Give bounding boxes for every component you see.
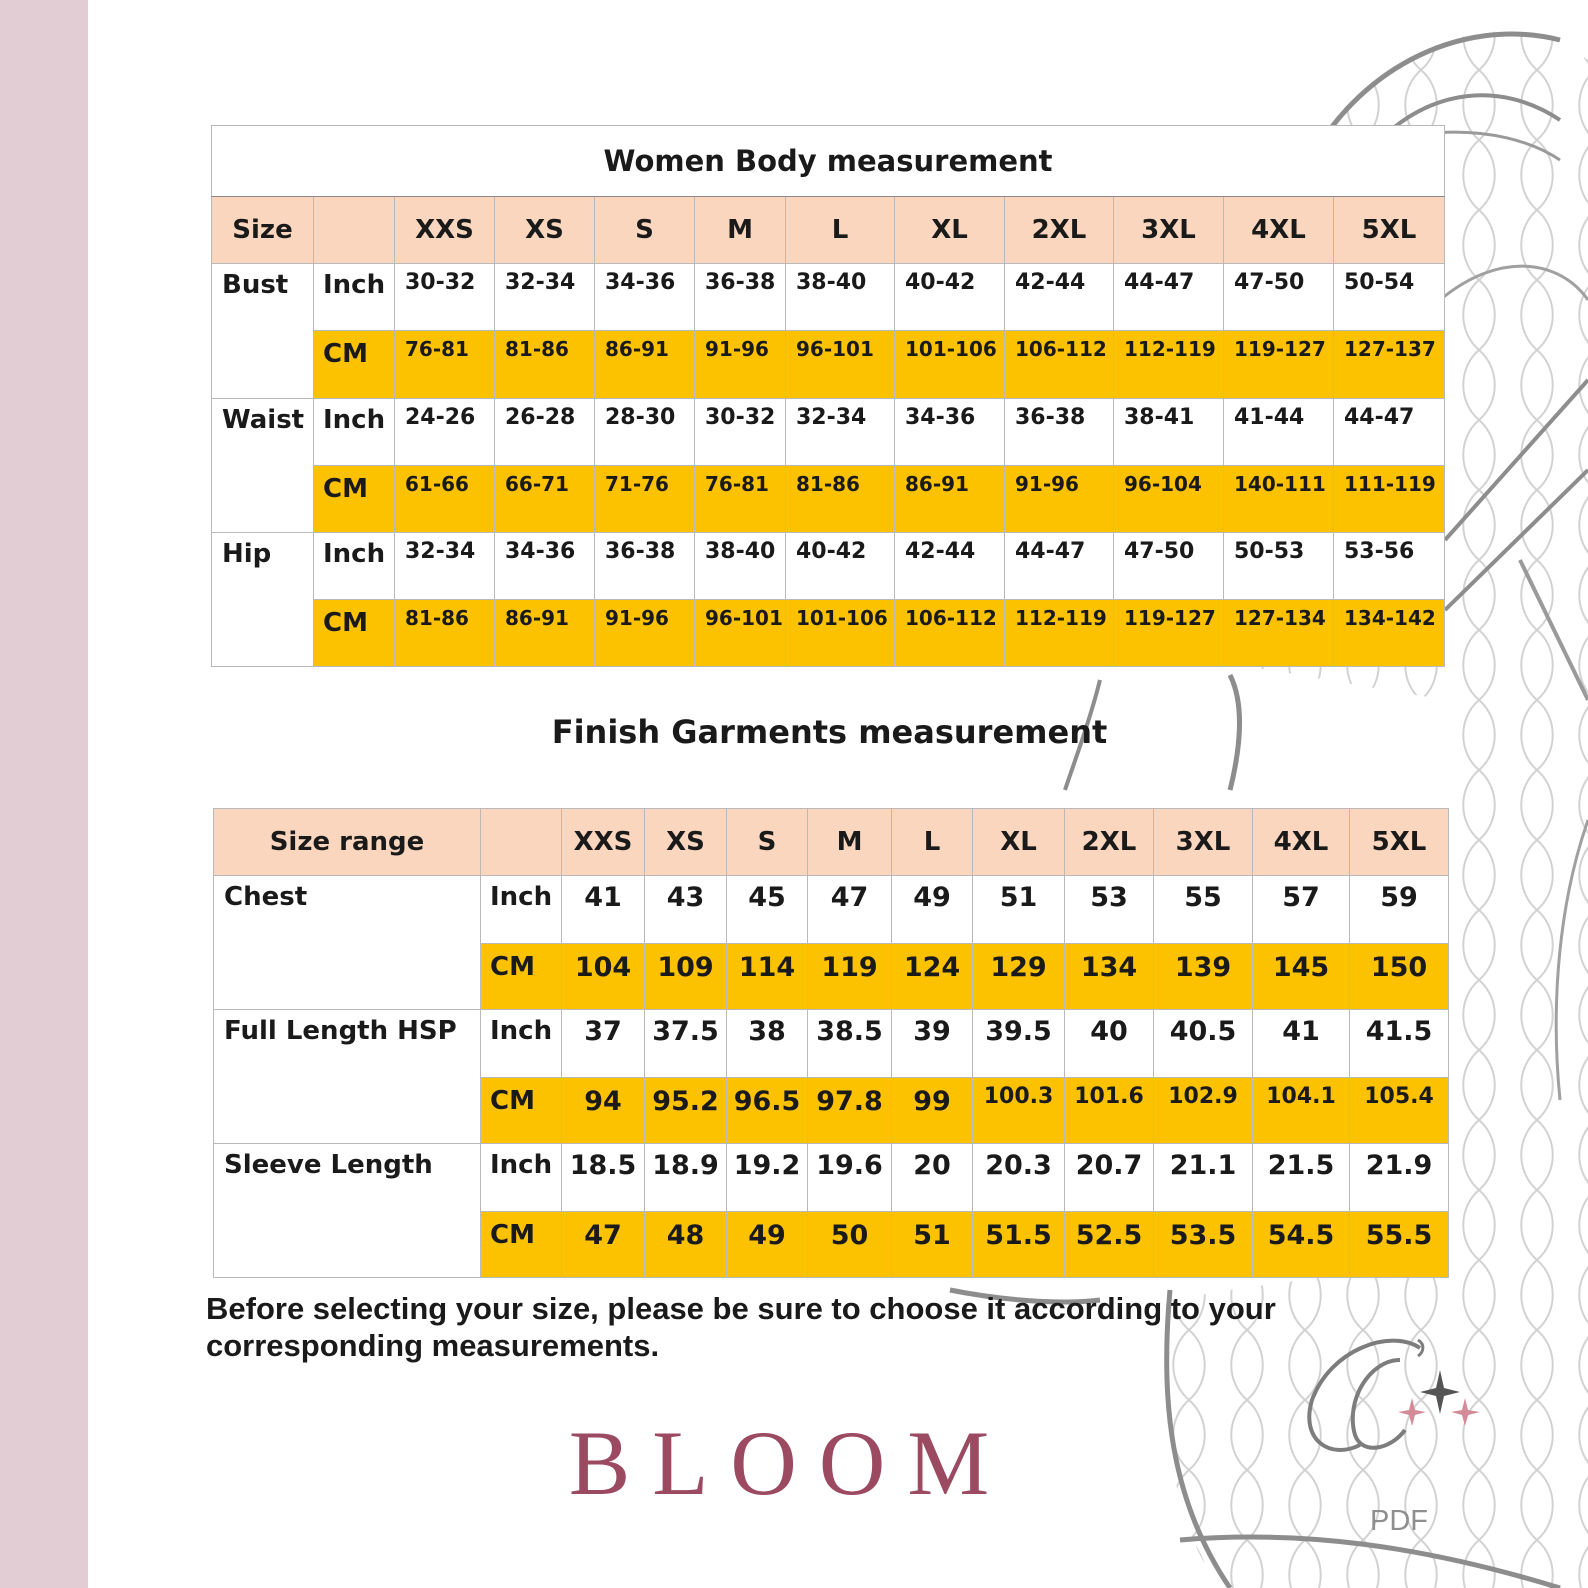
inch-value-cell: 38-41 <box>1114 398 1224 465</box>
inch-value-cell: 40 <box>1065 1010 1154 1077</box>
inch-value-cell: 24-26 <box>395 398 495 465</box>
inch-value-cell: 38.5 <box>808 1010 892 1077</box>
cm-value-cell: 50 <box>808 1211 892 1277</box>
unit-label: Inch <box>481 1144 562 1211</box>
measure-label: Chest <box>214 876 481 1010</box>
inch-value-cell: 21.5 <box>1253 1144 1350 1211</box>
inch-value-cell: 34-36 <box>495 532 595 599</box>
table-row <box>212 398 1445 465</box>
cm-value-cell: 81-86 <box>395 599 495 666</box>
inch-value-cell: 40-42 <box>895 264 1005 331</box>
cm-value-cell: 150 <box>1350 943 1449 1009</box>
cm-value-cell: 109 <box>645 943 727 1009</box>
header-cell: M <box>695 197 786 264</box>
cm-value-cell: 105.4 <box>1350 1077 1449 1143</box>
cm-value-cell: 91-96 <box>1005 465 1114 532</box>
cm-value-cell: 145 <box>1253 943 1350 1009</box>
inch-value-cell: 37.5 <box>645 1010 727 1077</box>
inch-value-cell: 39 <box>892 1010 973 1077</box>
cm-value-cell: 81-86 <box>786 465 895 532</box>
cm-value-cell: 76-81 <box>695 465 786 532</box>
body-table-title: Women Body measurement <box>212 126 1445 197</box>
monogram-c-sparkle-icon <box>1300 1330 1500 1490</box>
table-row <box>214 1144 1449 1211</box>
inch-value-cell: 47-50 <box>1224 264 1334 331</box>
inch-value-cell: 20 <box>892 1144 973 1211</box>
table-row <box>212 264 1445 331</box>
cm-value-cell: 139 <box>1154 943 1253 1009</box>
header-cell: S <box>727 809 808 876</box>
pdf-label: PDF <box>1370 1505 1428 1537</box>
inch-value-cell: 41.5 <box>1350 1010 1449 1077</box>
table-row <box>212 465 1445 532</box>
header-cell: 4XL <box>1224 197 1334 264</box>
header-cell: 4XL <box>1253 809 1350 876</box>
header-cell: L <box>892 809 973 876</box>
inch-value-cell: 47-50 <box>1114 532 1224 599</box>
measure-label: Full Length HSP <box>214 1010 481 1144</box>
cm-value-cell: 91-96 <box>695 331 786 398</box>
table-row <box>214 876 1449 943</box>
header-cell: M <box>808 809 892 876</box>
header-cell: 2XL <box>1005 197 1114 264</box>
inch-value-cell: 40.5 <box>1154 1010 1253 1077</box>
garment-measurement-table-wrap <box>213 808 1448 1278</box>
inch-value-cell: 20.7 <box>1065 1144 1154 1211</box>
inch-value-cell: 50-53 <box>1224 532 1334 599</box>
unit-label: Inch <box>314 398 395 465</box>
unit-label: Inch <box>314 532 395 599</box>
header-cell: XS <box>495 197 595 264</box>
header-cell: 3XL <box>1154 809 1253 876</box>
unit-label: CM <box>314 465 395 532</box>
cm-value-cell: 104.1 <box>1253 1077 1350 1143</box>
inch-value-cell: 59 <box>1350 876 1449 943</box>
size-selection-note: Before selecting your size, please be sure to choose it according to your corresponding measurements. <box>206 1291 1276 1363</box>
garment-table-header-row <box>214 809 1449 876</box>
cm-value-cell: 100.3 <box>973 1077 1065 1143</box>
header-cell: XS <box>645 809 727 876</box>
cm-value-cell: 112-119 <box>1005 599 1114 666</box>
inch-value-cell: 53-56 <box>1334 532 1445 599</box>
cm-value-cell: 52.5 <box>1065 1211 1154 1277</box>
inch-value-cell: 38-40 <box>695 532 786 599</box>
unit-label: Inch <box>314 264 395 331</box>
measure-label: Bust <box>212 264 314 398</box>
inch-value-cell: 41-44 <box>1224 398 1334 465</box>
inch-value-cell: 36-38 <box>595 532 695 599</box>
cm-value-cell: 53.5 <box>1154 1211 1253 1277</box>
inch-value-cell: 42-44 <box>1005 264 1114 331</box>
cm-value-cell: 51 <box>892 1211 973 1277</box>
inch-value-cell: 47 <box>808 876 892 943</box>
cm-value-cell: 127-134 <box>1224 599 1334 666</box>
header-cell: Size range <box>214 809 481 876</box>
cm-value-cell: 54.5 <box>1253 1211 1350 1277</box>
inch-value-cell: 19.2 <box>727 1144 808 1211</box>
cm-value-cell: 101-106 <box>786 599 895 666</box>
inch-value-cell: 41 <box>562 876 645 943</box>
inch-value-cell: 28-30 <box>595 398 695 465</box>
header-cell: XL <box>895 197 1005 264</box>
cm-value-cell: 127-137 <box>1334 331 1445 398</box>
cm-value-cell: 119-127 <box>1224 331 1334 398</box>
unit-label: CM <box>314 331 395 398</box>
inch-value-cell: 36-38 <box>1005 398 1114 465</box>
cm-value-cell: 48 <box>645 1211 727 1277</box>
cm-value-cell: 134 <box>1065 943 1154 1009</box>
inch-value-cell: 53 <box>1065 876 1154 943</box>
cm-value-cell: 76-81 <box>395 331 495 398</box>
garment-table-title: Finish Garments measurement <box>551 713 1108 751</box>
inch-value-cell: 32-34 <box>395 532 495 599</box>
header-cell: 3XL <box>1114 197 1224 264</box>
measure-label: Waist <box>212 398 314 532</box>
inch-value-cell: 39.5 <box>973 1010 1065 1077</box>
table-row <box>214 1010 1449 1077</box>
inch-value-cell: 21.1 <box>1154 1144 1253 1211</box>
inch-value-cell: 38-40 <box>786 264 895 331</box>
cm-value-cell: 55.5 <box>1350 1211 1449 1277</box>
inch-value-cell: 30-32 <box>395 264 495 331</box>
garment-measurement-table <box>213 808 1449 1278</box>
brand-logo: BLOOM <box>568 1412 1012 1514</box>
cm-value-cell: 86-91 <box>595 331 695 398</box>
body-measurement-table <box>211 125 1445 667</box>
inch-value-cell: 18.5 <box>562 1144 645 1211</box>
inch-value-cell: 49 <box>892 876 973 943</box>
inch-value-cell: 42-44 <box>895 532 1005 599</box>
cm-value-cell: 102.9 <box>1154 1077 1253 1143</box>
header-cell <box>314 197 395 264</box>
measure-label: Sleeve Length <box>214 1144 481 1278</box>
inch-value-cell: 43 <box>645 876 727 943</box>
cm-value-cell: 111-119 <box>1334 465 1445 532</box>
body-measurement-table-wrap <box>211 125 1444 667</box>
cm-value-cell: 112-119 <box>1114 331 1224 398</box>
cm-value-cell: 129 <box>973 943 1065 1009</box>
header-cell: Size <box>212 197 314 264</box>
cm-value-cell: 99 <box>892 1077 973 1143</box>
cm-value-cell: 91-96 <box>595 599 695 666</box>
cm-value-cell: 86-91 <box>495 599 595 666</box>
inch-value-cell: 34-36 <box>895 398 1005 465</box>
header-cell: L <box>786 197 895 264</box>
cm-value-cell: 66-71 <box>495 465 595 532</box>
inch-value-cell: 45 <box>727 876 808 943</box>
inch-value-cell: 32-34 <box>786 398 895 465</box>
inch-value-cell: 36-38 <box>695 264 786 331</box>
cm-value-cell: 96-101 <box>786 331 895 398</box>
cm-value-cell: 86-91 <box>895 465 1005 532</box>
inch-value-cell: 44-47 <box>1334 398 1445 465</box>
cm-value-cell: 114 <box>727 943 808 1009</box>
cm-value-cell: 81-86 <box>495 331 595 398</box>
cm-value-cell: 95.2 <box>645 1077 727 1143</box>
cm-value-cell: 94 <box>562 1077 645 1143</box>
unit-label: CM <box>314 599 395 666</box>
inch-value-cell: 38 <box>727 1010 808 1077</box>
table-row <box>212 532 1445 599</box>
cm-value-cell: 97.8 <box>808 1077 892 1143</box>
unit-label: CM <box>481 943 562 1009</box>
cm-value-cell: 96.5 <box>727 1077 808 1143</box>
unit-label: Inch <box>481 1010 562 1077</box>
cm-value-cell: 51.5 <box>973 1211 1065 1277</box>
inch-value-cell: 44-47 <box>1114 264 1224 331</box>
header-cell <box>481 809 562 876</box>
header-cell: 5XL <box>1334 197 1445 264</box>
inch-value-cell: 26-28 <box>495 398 595 465</box>
cm-value-cell: 119 <box>808 943 892 1009</box>
inch-value-cell: 55 <box>1154 876 1253 943</box>
header-cell: XXS <box>395 197 495 264</box>
inch-value-cell: 40-42 <box>786 532 895 599</box>
cm-value-cell: 140-111 <box>1224 465 1334 532</box>
inch-value-cell: 20.3 <box>973 1144 1065 1211</box>
cm-value-cell: 96-101 <box>695 599 786 666</box>
cm-value-cell: 61-66 <box>395 465 495 532</box>
cm-value-cell: 134-142 <box>1334 599 1445 666</box>
body-table-header-row <box>212 197 1445 264</box>
cm-value-cell: 47 <box>562 1211 645 1277</box>
inch-value-cell: 44-47 <box>1005 532 1114 599</box>
inch-value-cell: 34-36 <box>595 264 695 331</box>
header-cell: S <box>595 197 695 264</box>
cm-value-cell: 106-112 <box>1005 331 1114 398</box>
header-cell: 2XL <box>1065 809 1154 876</box>
unit-label: CM <box>481 1211 562 1277</box>
inch-value-cell: 32-34 <box>495 264 595 331</box>
inch-value-cell: 50-54 <box>1334 264 1445 331</box>
cm-value-cell: 71-76 <box>595 465 695 532</box>
unit-label: CM <box>481 1077 562 1143</box>
header-cell: 5XL <box>1350 809 1449 876</box>
cm-value-cell: 96-104 <box>1114 465 1224 532</box>
inch-value-cell: 57 <box>1253 876 1350 943</box>
inch-value-cell: 19.6 <box>808 1144 892 1211</box>
cm-value-cell: 106-112 <box>895 599 1005 666</box>
header-cell: XXS <box>562 809 645 876</box>
cm-value-cell: 101.6 <box>1065 1077 1154 1143</box>
inch-value-cell: 30-32 <box>695 398 786 465</box>
table-row <box>212 331 1445 398</box>
inch-value-cell: 41 <box>1253 1010 1350 1077</box>
inch-value-cell: 21.9 <box>1350 1144 1449 1211</box>
unit-label: Inch <box>481 876 562 943</box>
inch-value-cell: 18.9 <box>645 1144 727 1211</box>
cm-value-cell: 119-127 <box>1114 599 1224 666</box>
table-row <box>212 599 1445 666</box>
inch-value-cell: 51 <box>973 876 1065 943</box>
cm-value-cell: 49 <box>727 1211 808 1277</box>
cm-value-cell: 104 <box>562 943 645 1009</box>
header-cell: XL <box>973 809 1065 876</box>
inch-value-cell: 37 <box>562 1010 645 1077</box>
cm-value-cell: 101-106 <box>895 331 1005 398</box>
cm-value-cell: 124 <box>892 943 973 1009</box>
measure-label: Hip <box>212 532 314 666</box>
